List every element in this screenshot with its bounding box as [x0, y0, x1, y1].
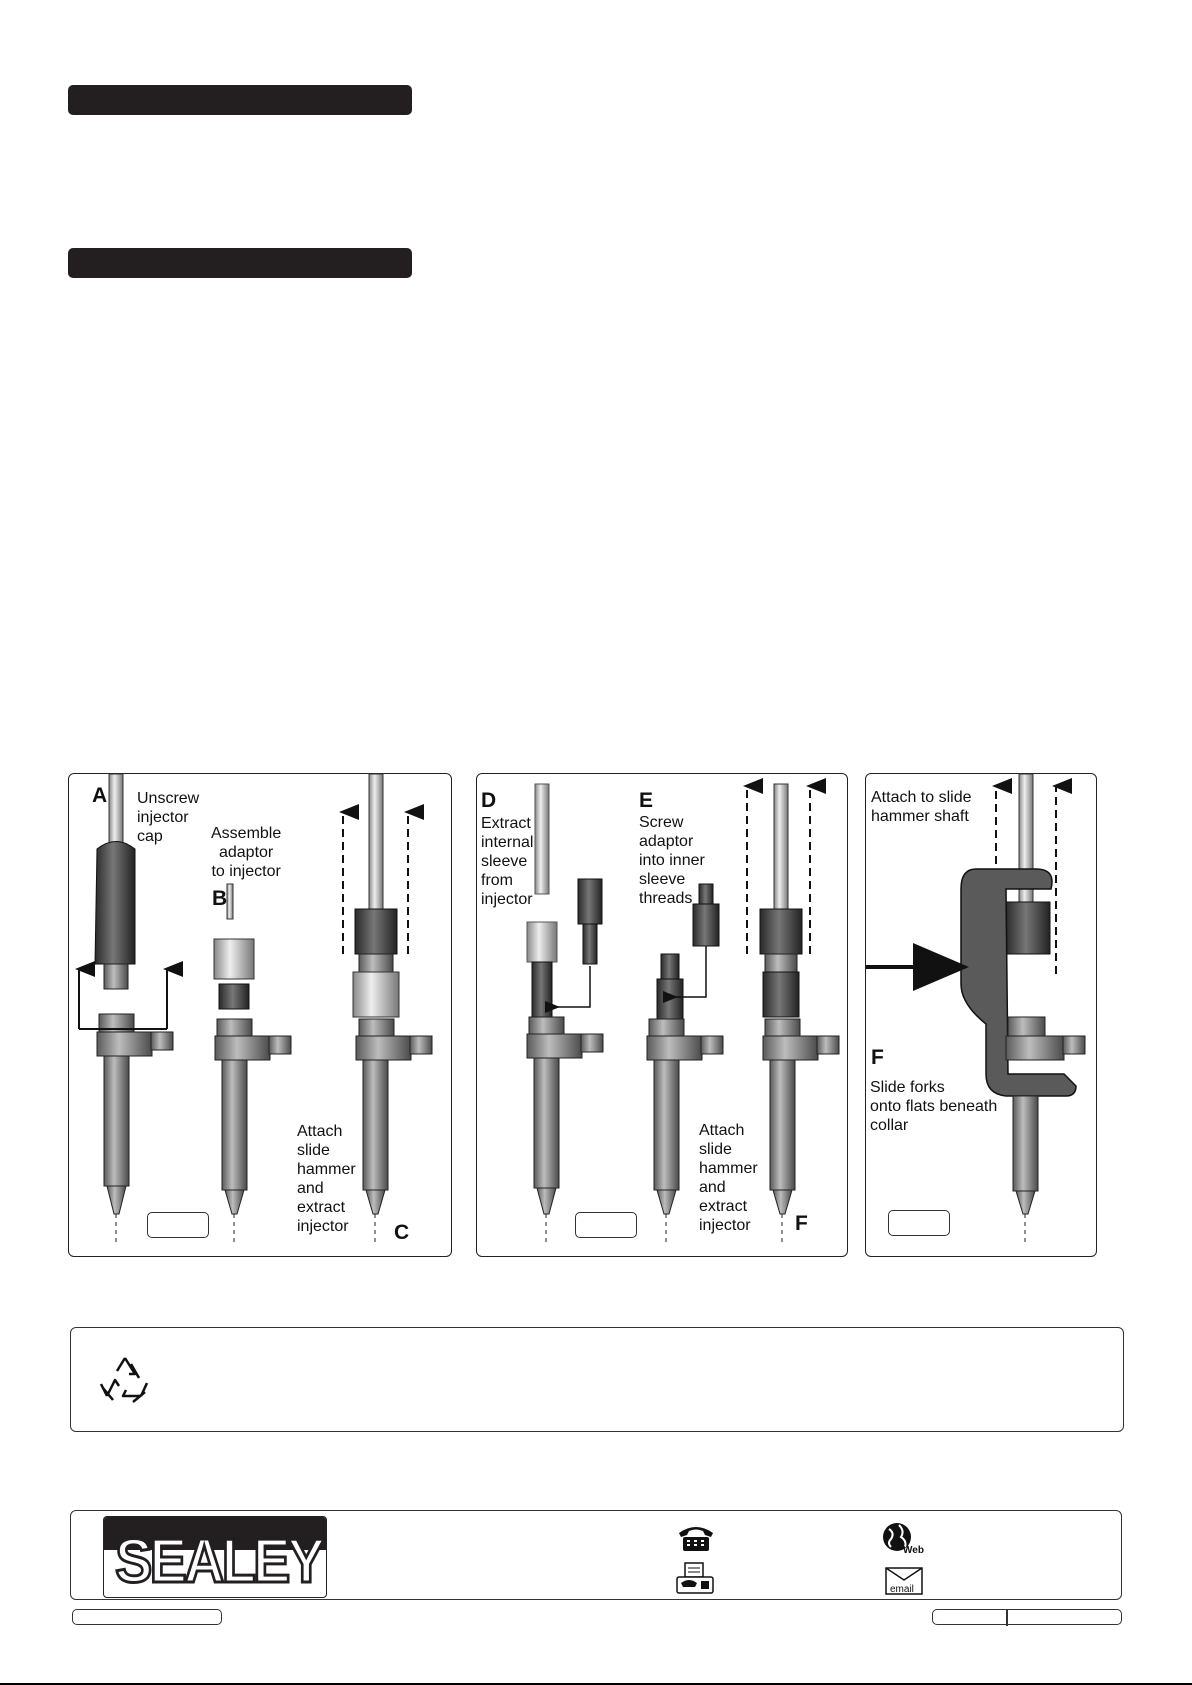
recycle-icon	[95, 1352, 155, 1412]
step-e-letter: E	[639, 789, 654, 812]
issue-date-divider	[1006, 1609, 1008, 1626]
step-f-fork-letter: F	[871, 1046, 884, 1069]
document-ref-box	[72, 1609, 222, 1625]
figure-number-box-1	[147, 1212, 209, 1238]
figure-panel-2	[476, 773, 848, 1257]
figure-panel-3	[865, 773, 1097, 1257]
step-d-letter: D	[481, 789, 497, 812]
figure-panel-1	[68, 773, 452, 1257]
section-header-bar-1	[68, 85, 412, 115]
environment-recycle-box	[70, 1327, 1124, 1432]
sealey-logo: SEALEY	[103, 1516, 327, 1598]
step-a-label: Unscrew injector cap	[137, 790, 200, 845]
fax-icon	[675, 1563, 717, 1595]
step-b-label: Assemble adaptor to injector	[211, 825, 282, 880]
step-a-letter: A	[92, 784, 108, 807]
footer-contact-bar	[70, 1510, 1122, 1600]
slide-hammer-fork-illustration	[866, 774, 1096, 1256]
figure-number-box-3	[888, 1210, 950, 1236]
step-f-letter: F	[795, 1212, 808, 1235]
step-c-letter: C	[394, 1221, 410, 1244]
step-d-label: Extract internal sleeve from injector	[481, 815, 534, 908]
telephone-icon	[675, 1523, 717, 1553]
attach-slide-hammer-label: Attach to slide hammer shaft	[871, 789, 972, 825]
section-header-bar-2	[68, 248, 412, 278]
step-c-label: Attach slide hammer and extract injector	[297, 1123, 356, 1235]
step-b-letter: B	[212, 887, 228, 910]
slide-forks-label: Slide forks onto flats beneath collar	[870, 1079, 998, 1134]
web-label: Web	[903, 1545, 924, 1556]
email-label: email	[890, 1584, 914, 1595]
web-globe-icon	[881, 1521, 925, 1555]
step-e-label: Screw adaptor into inner sleeve threads	[639, 814, 705, 907]
issue-date-box	[932, 1609, 1122, 1625]
figure-number-box-2	[575, 1212, 637, 1238]
step-f-label: Attach slide hammer and extract injector	[699, 1122, 758, 1234]
email-icon	[885, 1567, 925, 1597]
